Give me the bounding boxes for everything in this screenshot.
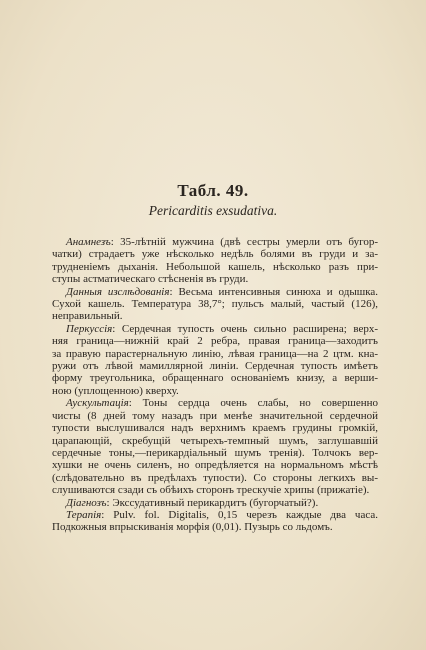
therapy-paragraph xyxy=(52,509,378,534)
diagnosis-title: Pericarditis exsudativa. xyxy=(148,203,278,218)
percussion-paragraph xyxy=(52,323,378,397)
text-line: (слѣдовательно въ предѣлахъ тупости). Со стороны легкихъ вы- xyxy=(52,471,378,484)
text-line: чатки) страдаетъ уже нѣсколько недѣль болями въ груди и за- xyxy=(52,248,378,261)
text-line: Аускультація: Тоны сердца очень слабы, но совершенно xyxy=(66,397,378,410)
examination-label: Данныя изслѣдованія xyxy=(66,285,170,298)
text-line: ружи отъ лѣвой мамиллярной линіи. Сердечная тупость имѣетъ xyxy=(52,360,378,373)
table-title: Табл. 49. xyxy=(177,181,249,200)
diagnosis-paragraph xyxy=(52,497,378,509)
text-line: слушиваются сзади съ обѣихъ сторонъ трескучіе хрипы (прижатіе). xyxy=(52,484,370,497)
text-line: Данныя изслѣдованія: Весьма интенсивныя синюха и одышка. xyxy=(66,285,379,298)
auscultation-paragraph xyxy=(52,397,378,496)
text-line: неправильный. xyxy=(52,310,123,323)
text-line: хушки не очень силенъ, но опредѣляется на нормальномъ мѣстѣ xyxy=(52,459,378,472)
text-line: Діагнозъ: Экссудативный перикардитъ (бугорчатый?). xyxy=(66,496,319,509)
case-description xyxy=(52,236,378,534)
text-line: Подкожныя впрыскиванія морфія (0,01). Пузырь со льдомъ. xyxy=(52,521,333,534)
text-line: царапающій, скребущій четырехъ-темпный шумъ, заглушавшій xyxy=(52,434,378,447)
text-line: чисты (8 дней тому назадъ при менѣе значительной сердечной xyxy=(52,409,378,422)
text-line: тупости выслушивался надъ верхнимъ краемъ грудины громкій, xyxy=(52,422,378,435)
text-line: Терапія: Pulv. fol. Digitalis, 0,15 черезъ каждые два часа. xyxy=(66,508,378,521)
text-line: Перкуссія: Сердечная тупость очень сильно расширена; верх- xyxy=(66,322,378,335)
percussion-label: Перкуссія xyxy=(66,322,113,335)
text-line: няя граница—нижній край 2 ребра, правая граница—заходитъ xyxy=(52,335,378,348)
anamnesis-paragraph xyxy=(52,236,378,286)
text-line: за правую парастернальную линію, лѣвая граница—на 2 цтм. кна- xyxy=(52,347,378,360)
text-line: ною (уплощенною) кверху. xyxy=(52,384,179,397)
text-line: Анамнезъ: 35-лѣтній мужчина (двѣ сестры умерли отъ бугор- xyxy=(66,236,378,248)
text-line: форму треугольника, обращеннаго основаніемъ книзу, а верши- xyxy=(52,372,378,385)
text-line: трудненіемъ дыханія. Небольшой кашель, нѣсколько разъ при- xyxy=(52,260,378,273)
anamnesis-label: Анамнезъ xyxy=(66,236,111,248)
auscultation-label: Аускультація xyxy=(66,397,129,410)
examination-paragraph xyxy=(52,286,378,323)
therapy-label: Терапія xyxy=(66,508,102,521)
text-line: ступы астматическаго стѣсненія въ груди. xyxy=(52,273,249,286)
text-line: сердечные тоны,—перикардіальный шумъ тренія). Толчокъ вер- xyxy=(52,446,378,459)
text-line: Сухой кашель. Температура 38,7°; пульсъ малый, частый (126), xyxy=(52,298,378,311)
diagnosis-label: Діагнозъ xyxy=(66,496,107,509)
